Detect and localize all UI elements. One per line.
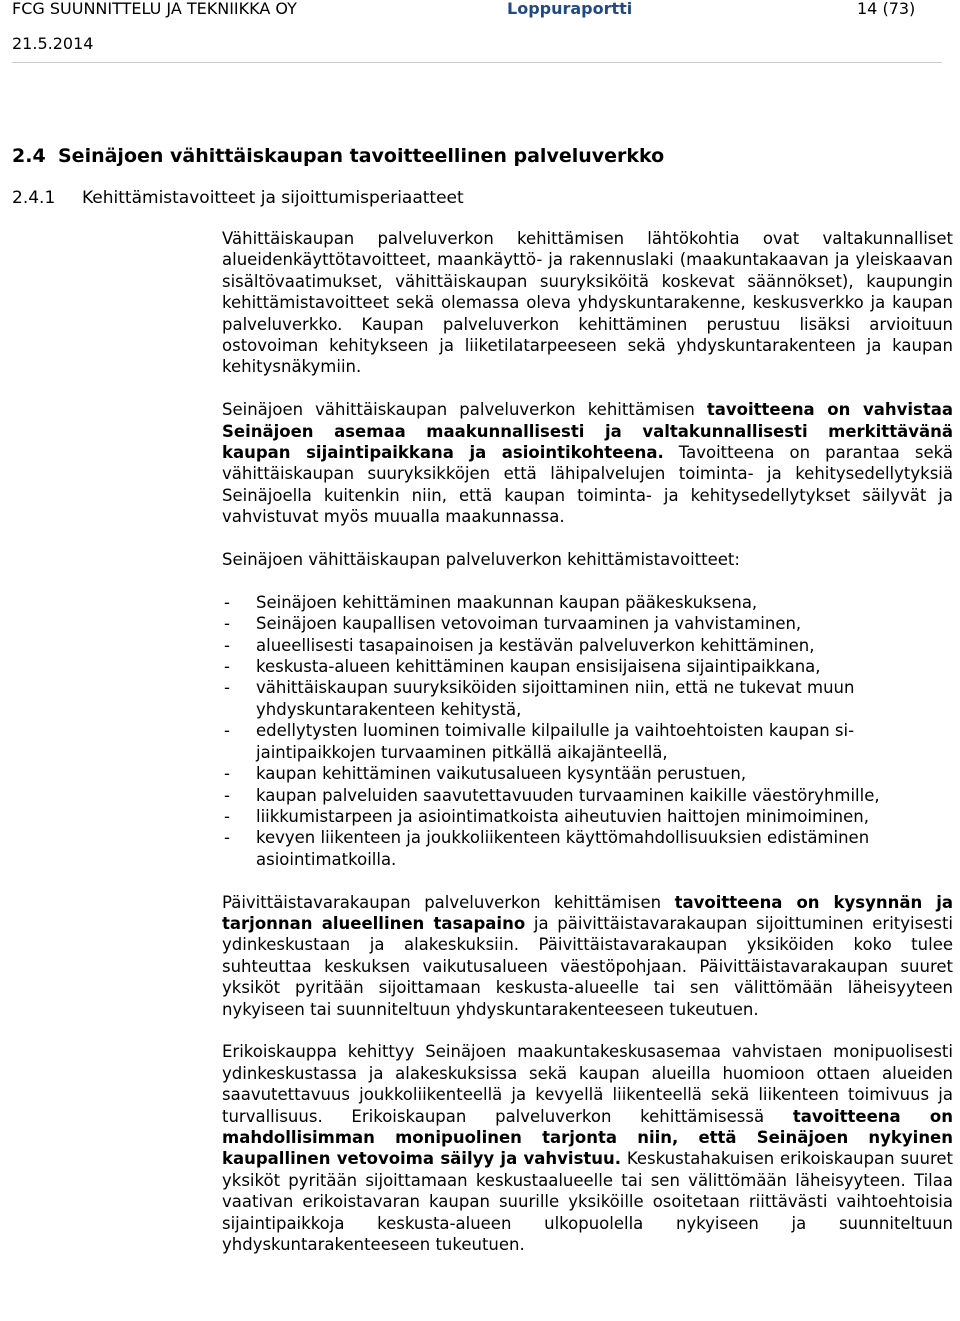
list-item (222, 763, 953, 784)
header-page-number: 14 (73) (857, 0, 916, 18)
paragraph-starting-points: Vähittäiskaupan palveluverkon kehittämisen lähtökohtia ovat valtakunnalliset alueidenkäyttötavoitteet, maankäyttö- ja rakennuslaki (maakuntakaavan ja yleiskaavan sisältövaatimukset, vähittäiskaupan suuryksiköitä koskevat säännökset), kaupungin kehittämistavoitteet sekä olemassa oleva yhdyskuntarakenne, keskusverkko ja kaupan palveluverkko. Kaupan palveluverkon kehittäminen perustuu lisäksi arvioituun ostovoiman kehitykseen ja liiketilatarpeeseen sekä yhdyskuntarakenteen ja kaupan kehitysnäkymiin. (222, 229, 953, 377)
paragraph-specialty-retail (222, 1041, 953, 1255)
list-item (222, 785, 953, 806)
bullet-dash: - (224, 785, 230, 805)
list-item (222, 613, 953, 634)
header-date: 21.5.2014 (12, 34, 94, 53)
header-report-title: Loppuraportti (507, 0, 633, 18)
paragraph-text: Keskustahakuisen erikoiskaupan suuret yksiköt pyritään sijoittamaan keskustaalueelle tai sen välittömään läheisyyteen. Tilaa vaativan erikoistavaran kaupan suurille yksiköille osoitetaan riittävästi vaihtoehtoisia sijaintipaikkoja keskusta-alueen ulkopuolella nykyiseen ja suunniteltuun yhdyskuntarakenteeseen tukeutuen. (222, 1149, 954, 1255)
list-item-text: kaupan kehittäminen vaikutusalueen kysyntään perustuen, (256, 764, 747, 784)
header-organization: FCG SUUNNITTELU JA TEKNIIKKA OY (12, 0, 297, 18)
bullet-dash: - (224, 592, 230, 612)
paragraph-text: Päivittäistavarakaupan palveluverkon kehittämisen (222, 892, 675, 912)
list-item (222, 592, 953, 613)
section-heading (12, 144, 664, 168)
goals-list (222, 592, 953, 870)
list-item-text: kevyen liikenteen ja joukkoliikenteen käyttömahdollisuuksien edistäminen asiointimatkoilla. (256, 828, 870, 869)
list-item-text: kaupan palveluiden saavutettavuuden turvaaminen kaikille väestöryhmille, (256, 785, 880, 805)
paragraph-emphasis: tavoitteena on mahdollisimman monipuolinen tarjonta niin, että Seinäjoen nykyinen kaupallinen vetovoima säilyy ja vahvistuu. (222, 1106, 953, 1169)
list-item-text: edellytysten luominen toimivalle kilpailulle ja vaihtoehtoisten kaupan sijaintipaikkojen turvaaminen pitkällä aikajänteellä, (256, 721, 855, 762)
list-item-text: Seinäjoen kehittäminen maakunnan kaupan pääkeskuksena, (256, 592, 758, 612)
list-item-text: Seinäjoen kaupallisen vetovoiman turvaaminen ja vahvistaminen, (256, 614, 802, 634)
list-item (222, 635, 953, 656)
bullet-dash: - (224, 678, 230, 698)
subsection-heading (12, 186, 464, 210)
list-item (222, 656, 953, 677)
paragraph-text: Tavoitteena on parantaa sekä vähittäiskaupan suuryksikköjen että lähipalvelujen toiminta- ja kehitysedellytyksiä Seinäjoella kuitenkin niin, että kaupan toiminta- ja kehitysedellytykset säilyvät ja vahvistuvat myös muualla maakunnassa. (222, 443, 953, 527)
bullet-dash: - (224, 721, 230, 741)
paragraph-emphasis: tavoitteena on vahvistaa Seinäjoen asemaa maakunnallisesti ja valtakunnallisesti merkittävänä kaupan sijaintipaikkana ja asiointikohteena. (222, 400, 953, 463)
paragraph-daily-goods (222, 892, 953, 1020)
list-item-text: keskusta-alueen kehittäminen kaupan ensisijaisena sijaintipaikkana, (256, 657, 821, 677)
paragraph-emphasis: tavoitteena on kysynnän ja tarjonnan alueellinen tasapaino (222, 892, 953, 933)
list-item-text: alueellisesti tasapainoisen ja kestävän palveluverkon kehittäminen, (256, 635, 815, 655)
paragraph-text: Seinäjoen vähittäiskaupan palveluverkon kehittämisen (222, 400, 707, 420)
list-item (222, 720, 953, 763)
page-header (12, 0, 942, 63)
list-item (222, 827, 953, 870)
bullet-dash: - (224, 635, 230, 655)
list-item-text: liikkumistarpeen ja asiointimatkoista aiheutuvien haittojen minimoiminen, (256, 806, 869, 826)
section-title: Seinäjoen vähittäiskaupan tavoitteellinen palveluverkko (58, 145, 665, 167)
list-item (222, 806, 953, 827)
subsection-number: 2.4.1 (12, 188, 56, 208)
bullet-dash: - (224, 764, 230, 784)
section-number: 2.4 (12, 145, 46, 167)
bullet-dash: - (224, 806, 230, 826)
goals-intro: Seinäjoen vähittäiskaupan palveluverkon kehittämistavoitteet: (222, 550, 740, 570)
bullet-dash: - (224, 614, 230, 634)
bullet-dash: - (224, 828, 230, 848)
bullet-dash: - (224, 657, 230, 677)
paragraph-text: Erikoiskauppa kehittyy Seinäjoen maakuntakeskusasemaa vahvistaen monipuolisesti ydinkeskustassa ja alakeskuksissa sekä kaupan alueilla huomioon ottaen alueiden saavutettavuus joukkoliikenteellä ja kevyellä liikenteellä sekä liikenteen toimivuus ja turvallisuus. Erikoiskaupan palveluverkon kehittämisessä (222, 1042, 953, 1126)
subsection-title: Kehittämistavoitteet ja sijoittumisperiaatteet (82, 188, 464, 208)
paragraph-development-goal (222, 399, 953, 527)
document-body (222, 228, 953, 1277)
list-item-text: vähittäiskaupan suuryksiköiden sijoittaminen niin, että ne tukevat muun yhdyskuntarakenteen kehitystä, (256, 678, 855, 719)
list-item (222, 677, 953, 720)
paragraph-text: ja päivittäistavarakaupan sijoittuminen erityisesti ydinkeskustaan ja alakeskuksiin. Päivittäistavarakaupan yksiköiden koko tulee suhteuttaa keskuksen vaikutusalueen väestöpohjaan. Päivittäistavarakaupan suuret yksiköt pyritään sijoittamaan keskusta-alueelle tai sen välittömään läheisyyteen nykyiseen tai suunniteltuun yhdyskuntarakenteeseen tukeutuen. (222, 913, 954, 1019)
